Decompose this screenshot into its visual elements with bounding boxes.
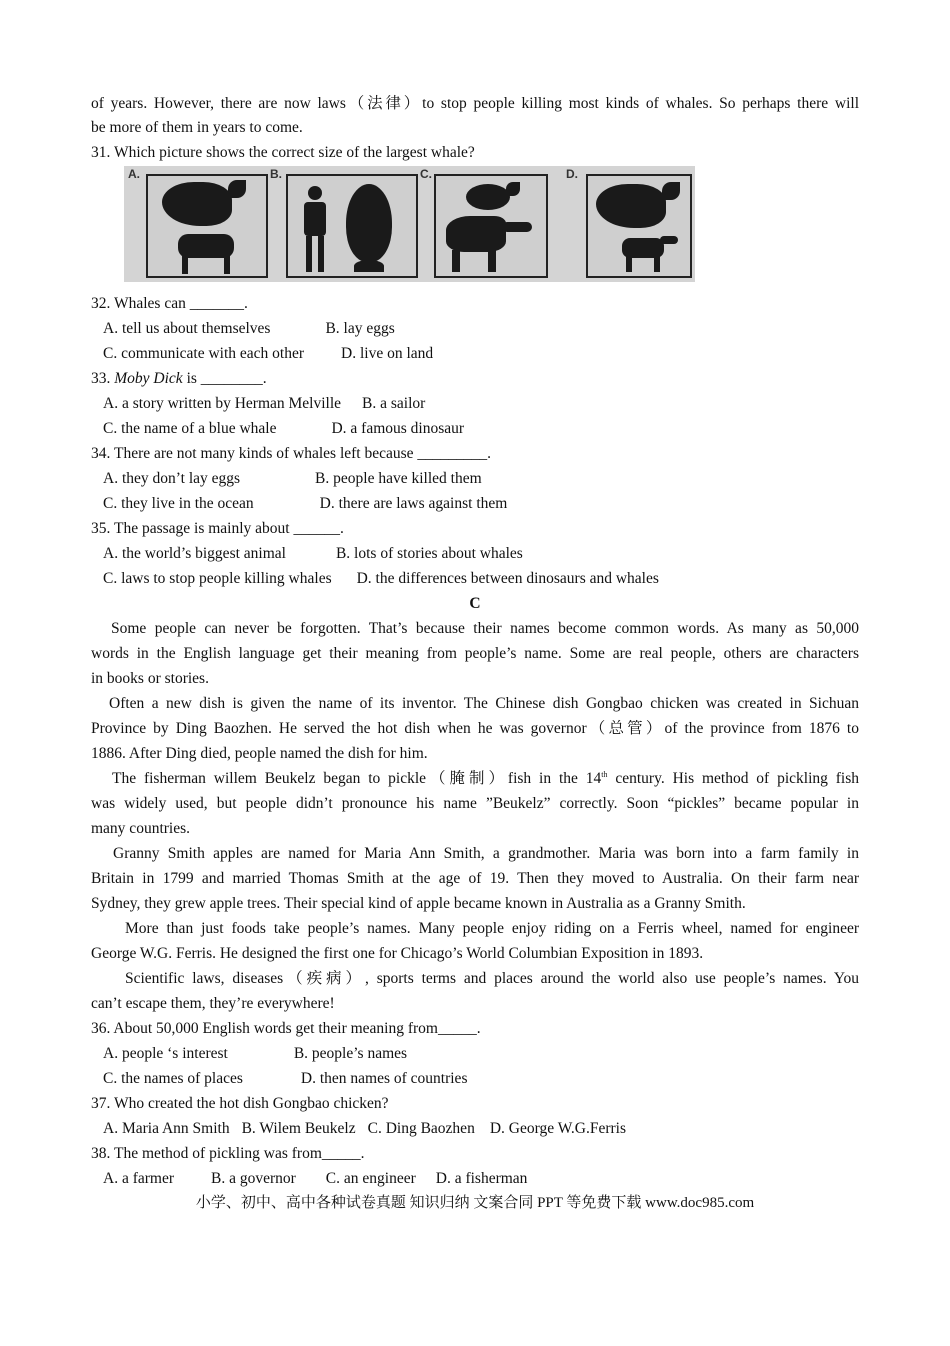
question-34: 34. There are not many kinds of whales left because _________.: [91, 445, 492, 462]
whale-tail-icon: [354, 260, 384, 272]
section-heading: C: [469, 595, 481, 612]
options-38: [103, 1169, 871, 1189]
animal-leg: [224, 256, 230, 274]
option-34-b: B. people have killed them: [315, 470, 482, 487]
option-34-c: C. they live in the ocean: [103, 495, 254, 512]
option-38-c: C. an engineer: [325, 1170, 416, 1187]
options-34-row-2: [103, 494, 871, 514]
option-36-d: D. then names of countries: [300, 1070, 468, 1087]
option-33-c: C. the name of a blue whale: [103, 420, 277, 437]
option-32-c: C. communicate with each other: [103, 345, 305, 362]
option-37-a: A. Maria Ann Smith: [103, 1120, 230, 1137]
passage-p4-line-1: Granny Smith apples are named for Maria Ann Smith, a grandmother. Maria was born into a farm family in: [113, 845, 859, 862]
picture-b: [286, 174, 418, 278]
options-37: [103, 1119, 871, 1139]
option-33-b: B. a sailor: [362, 395, 426, 412]
question-33-rest: is ________.: [182, 370, 267, 387]
option-36-a: A. people ‘s interest: [103, 1045, 228, 1062]
option-34-a: A. they don’t lay eggs: [103, 470, 241, 487]
intro-line-1: of years. However, there are now laws（法律）to stop people killing most kinds of whales. So perhaps there will: [91, 95, 859, 112]
option-32-a: A. tell us about themselves: [103, 320, 271, 337]
option-35-b: B. lots of stories about whales: [335, 545, 523, 562]
picture-label-a: A.: [128, 167, 140, 181]
intro-line-2: be more of them in years to come.: [91, 119, 303, 136]
option-38-d: D. a fisherman: [435, 1170, 528, 1187]
option-38-b: B. a governor: [211, 1170, 296, 1187]
animal-leg: [182, 256, 188, 274]
options-36-row-2: [103, 1069, 871, 1089]
option-37-c: C. Ding Baozhen: [367, 1120, 475, 1137]
question-37: 37. Who created the hot dish Gongbao chicken?: [91, 1095, 389, 1112]
whale-tail-icon: [506, 182, 520, 196]
passage-p5-line-1: More than just foods take people’s names. Many people enjoy riding on a Ferris wheel, named for engineer: [125, 920, 859, 937]
passage-p1-line-2: words in the English language get their meaning from people’s name. Some are real people, others are characters: [91, 645, 859, 662]
options-36-row-1: [103, 1044, 871, 1064]
options-32-row-2: [103, 344, 871, 364]
passage-p3-line-2: was widely used, but people didn’t pronounce his name ”Beukelz” correctly. Soon “pickles” became popular in: [91, 795, 859, 812]
passage-p4-line-3: Sydney, they grew apple trees. Their special kind of apple became known in Australia as a Granny Smith.: [91, 895, 746, 912]
option-35-d: D. the differences between dinosaurs and whales: [356, 570, 659, 587]
whale-tail-icon: [228, 180, 246, 198]
picture-label-c: C.: [420, 167, 432, 181]
passage-p5-line-2: George W.G. Ferris. He designed the first one for Chicago’s World Columbian Exposition in 1893.: [91, 945, 704, 962]
option-34-d: D. there are laws against them: [319, 495, 508, 512]
option-36-b: B. people’s names: [293, 1045, 408, 1062]
passage-p2-line-3: 1886. After Ding died, people named the dish for him.: [91, 745, 428, 762]
dinosaur-tail: [660, 236, 678, 244]
option-32-d: D. live on land: [341, 345, 434, 362]
passage-p2-line-1: Often a new dish is given the name of its inventor. The Chinese dish Gongbao chicken was created in Sichuan: [109, 695, 859, 712]
person-leg: [318, 236, 324, 272]
picture-label-d: D.: [566, 167, 578, 181]
passage-p3-text-b: century. His method of pickling fish: [607, 770, 859, 787]
option-35-c: C. laws to stop people killing whales: [103, 570, 332, 587]
dinosaur-icon: [446, 216, 506, 252]
whale-tail-icon: [662, 182, 680, 200]
ordinal-suffix: th: [601, 769, 608, 779]
book-title: Moby Dick: [114, 370, 183, 387]
option-32-b: B. lay eggs: [325, 320, 395, 337]
option-33-d: D. a famous dinosaur: [331, 420, 465, 437]
option-36-c: C. the names of places: [103, 1070, 243, 1087]
passage-p3-line-1: [112, 769, 859, 789]
whale-pictures: [124, 166, 695, 282]
person-head-icon: [308, 186, 322, 200]
passage-p3-line-3: many countries.: [91, 820, 191, 837]
passage-p6-line-2: can’t escape them, they’re everywhere!: [91, 995, 335, 1012]
question-35: 35. The passage is mainly about ______.: [91, 520, 344, 537]
dinosaur-icon: [622, 238, 664, 258]
options-33-row-2: [103, 419, 871, 439]
option-37-d: D. George W.G.Ferris: [489, 1120, 627, 1137]
dinosaur-leg: [654, 256, 660, 272]
animal-icon: [178, 234, 234, 258]
passage-p3-text-a: The fisherman willem Beukelz began to pickle（腌制）fish in the 14: [112, 770, 602, 787]
picture-c: [434, 174, 548, 278]
question-36: 36. About 50,000 English words get their meaning from_____.: [91, 1020, 481, 1037]
option-37-b: B. Wilem Beukelz: [241, 1120, 356, 1137]
question-33: [91, 369, 859, 389]
picture-d: [586, 174, 692, 278]
whale-icon: [466, 184, 510, 210]
whale-icon: [346, 184, 392, 262]
footer-text: 小学、初中、高中各种试卷真题 知识归纳 文案合同 PPT 等免费下载 www.doc985.com: [195, 1195, 755, 1211]
question-32: 32. Whales can _______.: [91, 295, 248, 312]
passage-p6-line-1: Scientific laws, diseases（疾病）, sports terms and places around the world also use people’s names. You: [125, 970, 859, 987]
options-33-row-1: [103, 394, 871, 414]
person-leg: [306, 236, 312, 272]
question-33-number: 33.: [91, 370, 115, 387]
whale-icon: [596, 184, 666, 228]
option-38-a: A. a farmer: [103, 1170, 174, 1187]
passage-p1-line-1: Some people can never be forgotten. That’s because their names become common words. As many as 50,000: [111, 620, 859, 637]
options-32-row-1: [103, 319, 871, 339]
options-35-row-2: [103, 569, 871, 589]
options-35-row-1: [103, 544, 871, 564]
option-33-a: A. a story written by Herman Melville: [103, 395, 342, 412]
passage-p4-line-2: Britain in 1799 and married Thomas Smith at the age of 19. Then they moved to Australia. On their farm near: [91, 870, 859, 887]
dinosaur-leg: [488, 250, 496, 272]
dinosaur-leg: [452, 250, 460, 272]
question-31: 31. Which picture shows the correct size of the largest whale?: [91, 144, 475, 161]
dinosaur-leg: [626, 256, 632, 272]
passage-p1-line-3: in books or stories.: [91, 670, 209, 687]
question-38: 38. The method of pickling was from_____.: [91, 1145, 365, 1162]
picture-label-b: B.: [270, 167, 282, 181]
options-34-row-1: [103, 469, 871, 489]
whale-icon: [162, 182, 232, 226]
passage-p2-line-2: Province by Ding Baozhen. He served the hot dish when he was governor（总管）of the province from 1876 to: [91, 720, 859, 737]
dinosaur-tail: [502, 222, 532, 232]
picture-a: [146, 174, 268, 278]
option-35-a: A. the world’s biggest animal: [103, 545, 286, 562]
person-icon: [304, 202, 326, 236]
